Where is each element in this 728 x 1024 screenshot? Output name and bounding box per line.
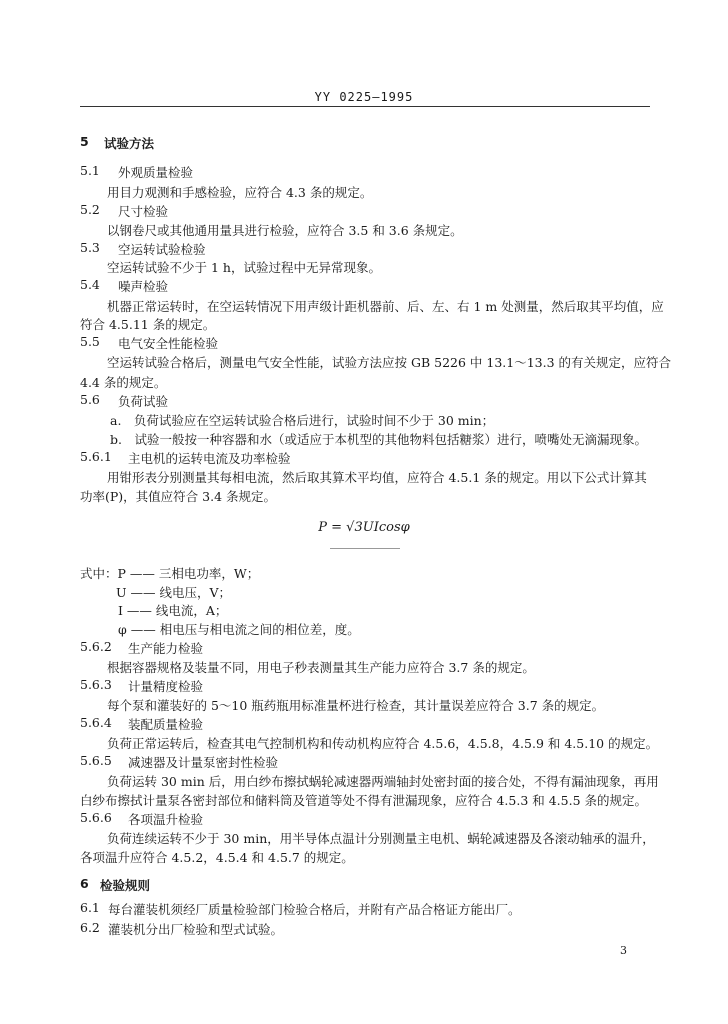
where-phi: φ —— 相电压与相电流之间的相位差，度。 [118, 622, 360, 637]
s561-title: 主电机的运转电流及功率检验 [128, 451, 291, 466]
s564-title: 装配质量检验 [128, 717, 204, 732]
s61-body: 每台灌装机须经厂质量检验部门检验合格后，并附有产品合格证方能出厂。 [108, 902, 521, 917]
s53-number: 5.3 [80, 240, 100, 255]
section-5-title: 试验方法 [104, 136, 155, 151]
s53-title: 空运转试验检验 [118, 242, 206, 257]
s564-number: 5.6.4 [80, 715, 112, 730]
s562-title: 生产能力检验 [128, 641, 204, 656]
section-6-number: 6 [80, 876, 89, 891]
power-formula: P = √3UIcosφ [318, 520, 410, 535]
s566-body-line2: 各项温升应符合 4.5.2，4.5.4 和 4.5.7 的规定。 [80, 850, 354, 865]
where-u: U —— 线电压，V； [116, 585, 232, 600]
where-intro: 式中：P —— 三相电功率，W； [80, 566, 260, 581]
s55-body-line1: 空运转试验合格后，测量电气安全性能，试验方法应按 GB 5226 中 13.1～13.3 的有关规定，应符合 [107, 355, 672, 370]
s56-title: 负荷试验 [118, 394, 169, 409]
s62-body: 灌装机分出厂检验和型式试验。 [108, 922, 284, 937]
section-5-number: 5 [80, 134, 89, 149]
s565-title: 减速器及计量泵密封性检验 [128, 755, 279, 770]
s566-number: 5.6.6 [80, 810, 112, 825]
s56-number: 5.6 [80, 392, 100, 407]
s51-title: 外观质量检验 [118, 165, 194, 180]
s62-number: 6.2 [80, 920, 100, 935]
where-i: I —— 线电流，A； [118, 603, 228, 618]
page-number: 3 [620, 944, 627, 957]
s565-number: 5.6.5 [80, 753, 112, 768]
section-6-title: 检验规则 [100, 878, 151, 893]
s564-body: 负荷正常运转后，检查其电气控制机构和传动机构应符合 4.5.6，4.5.8，4.5.9 和 4.5.10 的规定。 [107, 736, 659, 751]
s54-body-line2: 符合 4.5.11 条的规定。 [80, 317, 216, 332]
s52-body: 以钢卷尺或其他通用量具进行检验，应符合 3.5 和 3.6 条规定。 [107, 223, 463, 238]
s52-title: 尺寸检验 [118, 204, 169, 219]
s565-body-line1: 负荷运转 30 min 后，用白纱布擦拭蜗轮减速器两端轴封处密封面的接合处，不得有漏油现象，再用 [107, 774, 659, 789]
s54-body-line1: 机器正常运转时，在空运转情况下用声级计距机器前、后、左、右 1 m 处测量，然后取其平均值，应 [107, 299, 664, 314]
s55-number: 5.5 [80, 334, 100, 349]
s563-body: 每个泵和灌装好的 5～10 瓶药瓶用标准量杯进行检查，其计量误差应符合 3.7 条的规定。 [107, 698, 605, 713]
s563-title: 计量精度检验 [128, 679, 204, 694]
s51-number: 5.1 [80, 163, 100, 178]
s561-body-line1: 用钳形表分别测量其每相电流，然后取其算术平均值，应符合 4.5.1 条的规定。用以下公式计算其 [107, 470, 647, 485]
s566-title: 各项温升检验 [128, 812, 204, 827]
s56-item-a: a. 负荷试验应在空运转试验合格后进行，试验时间不少于 30 min； [110, 413, 495, 428]
s53-body: 空运转试验不少于 1 h，试验过程中无异常现象。 [107, 260, 381, 275]
s563-number: 5.6.3 [80, 677, 112, 692]
page-header: YY 0225—1995 [314, 90, 414, 104]
s565-body-line2: 白纱布擦拭计量泵各密封部位和储料筒及管道等处不得有泄漏现象，应符合 4.5.3 和 4.5.5 条的规定。 [80, 793, 648, 808]
s52-number: 5.2 [80, 202, 100, 217]
header-rule [80, 106, 650, 107]
s561-number: 5.6.1 [80, 449, 112, 464]
s51-body: 用目力观测和手感检验，应符合 4.3 条的规定。 [107, 185, 373, 200]
s562-body: 根据容器规格及装量不同，用电子秒表测量其生产能力应符合 3.7 条的规定。 [107, 660, 535, 675]
s54-number: 5.4 [80, 277, 100, 292]
s55-title: 电气安全性能检验 [118, 336, 219, 351]
s561-body-line2: 功率(P)，其值应符合 3.4 条规定。 [80, 489, 276, 504]
s54-title: 噪声检验 [118, 279, 169, 294]
s61-number: 6.1 [80, 900, 100, 915]
formula-underline [330, 548, 400, 549]
s55-body-line2: 4.4 条的规定。 [80, 375, 167, 390]
s562-number: 5.6.2 [80, 639, 112, 654]
s566-body-line1: 负荷连续运转不少于 30 min，用半导体点温计分别测量主电机、蜗轮减速器及各滚动轴承的温升， [107, 831, 655, 846]
s56-item-b: b. 试验一般按一种容器和水（或适应于本机型的其他物料包括糖浆）进行，喷嘴处无滴漏现象。 [110, 432, 647, 447]
